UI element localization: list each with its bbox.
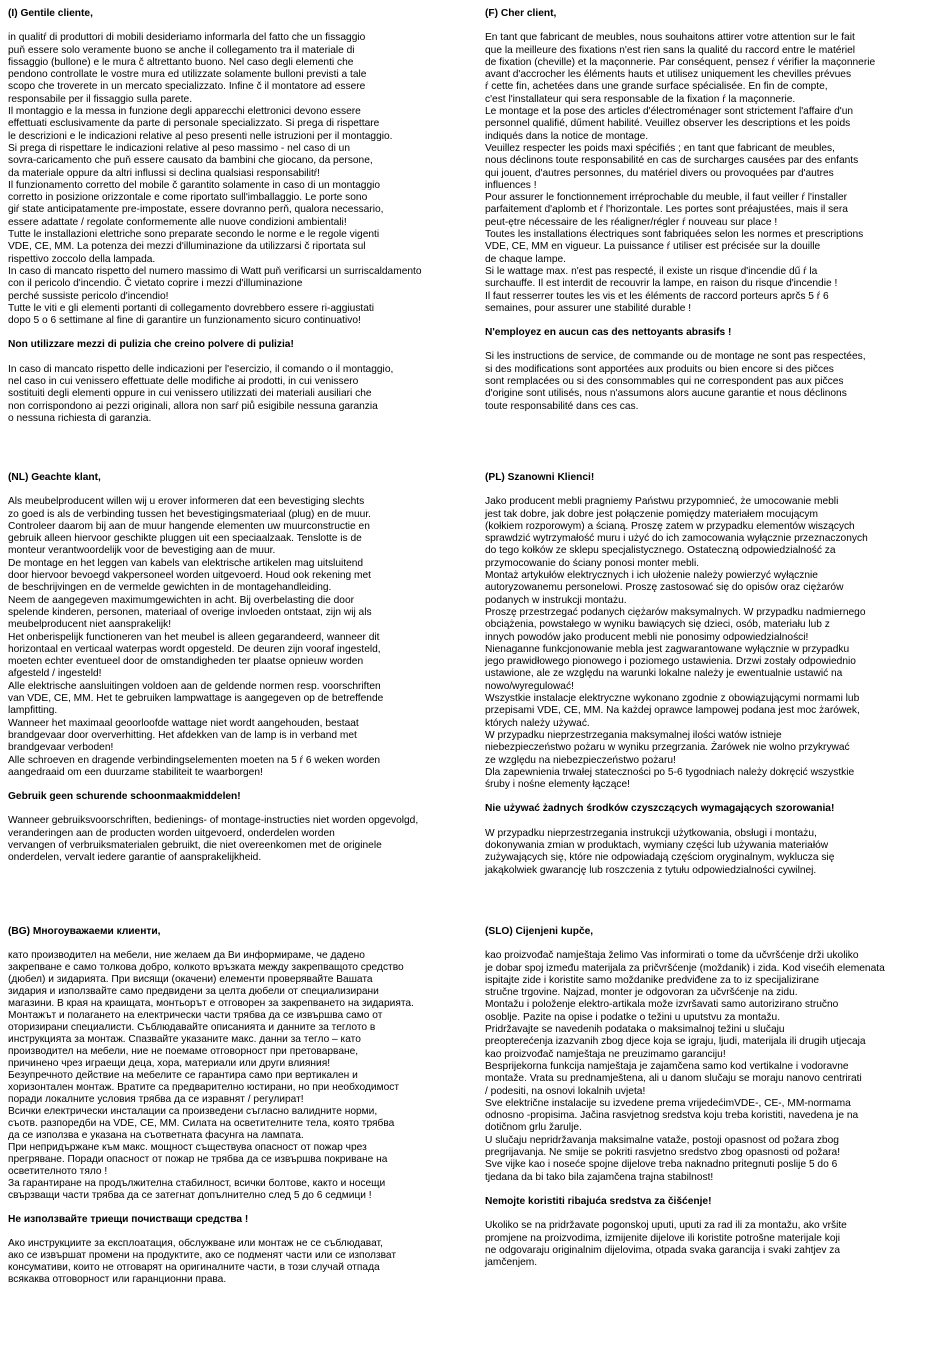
section-italian bbox=[8, 8, 476, 425]
text-line: brandgevaar verboden! bbox=[8, 742, 114, 754]
text-line: Pridržavajte se navedenih podataka o maksimalnoj težini u slučaju bbox=[485, 1024, 785, 1036]
text-line: jamčenjem. bbox=[485, 1257, 538, 1269]
text-line: których należy używać. bbox=[485, 717, 590, 729]
section-body bbox=[485, 950, 945, 1184]
text-line: de beschrijvingen en de vermelde gewichten in de montagehandleiding. bbox=[8, 582, 332, 594]
text-line: De montage en het leggen van kabels van elektrische artikelen mag uitsluitend bbox=[8, 557, 364, 569]
text-line: като производител на мебели, ние желаем да Ви информираме, че дадено bbox=[8, 950, 365, 961]
text-line: Het onberispelijk functioneren van het meubel is alleen gegarandeerd, wanneer dit bbox=[8, 631, 380, 643]
text-line: ze względu na niebezpieczeństwo pożaru! bbox=[485, 754, 676, 766]
text-line: odnosno -propisima. Jačina rasvjetnog sredstva koju treba koristiti, navedena je na bbox=[485, 1110, 859, 1122]
section-bulgarian bbox=[8, 926, 476, 1286]
text-line: do tego kołków ze sklepu specjalistycznego. Ostateczną odpowiedzialność za bbox=[485, 545, 836, 557]
text-line: Tutte le viti e gli elementi portanti di collegamento dovrebbero essere ri-aggiustati bbox=[8, 302, 374, 314]
text-line: Montaż artykułów elektrycznych i ich ułożenie należy powierzyć wyłącznie bbox=[485, 570, 818, 582]
text-line: При непридържане към макс. мощност съществува опасност от пожар чрез bbox=[8, 1142, 367, 1153]
text-line: przymocowanie do ściany ponosi monter mebli. bbox=[485, 557, 700, 569]
text-line: scopo che troverete in un mercato specializzato. Infine č il montatore ad essere bbox=[8, 81, 366, 93]
text-line: promjene na proizvodima, izmijenite dijelove ili koristite potrošne materijale koji bbox=[485, 1232, 841, 1244]
section-body bbox=[8, 496, 476, 779]
text-line: ако се извършат промени на продуктите, ако се подменят части или се използват bbox=[8, 1250, 397, 1261]
text-line: van VDE, CE, MM. Het te gebruiken lampwattage is aangegeven op de betreffende bbox=[8, 693, 384, 705]
text-line: Всички електрически инсталации са произведени съгласно валидните норми, bbox=[8, 1106, 378, 1117]
text-line: indiqués dans la notice de montage. bbox=[485, 130, 649, 142]
section-body bbox=[485, 496, 945, 791]
text-line: sprawdzić wytrzymałość muru i użyć do ich zamocowania wyłącznie przeznaczonych bbox=[485, 533, 868, 545]
text-line: Toutes les installations électriques sont fabriquées selon les normes et prescriptions bbox=[485, 229, 864, 241]
text-line: sont remplacées ou si des consommables qui ne correspondent pas aux pičces bbox=[485, 376, 844, 388]
text-line: прегряване. Поради опасност от пожар не трябва да се извършва покриване на bbox=[8, 1154, 388, 1165]
text-line: aangedraaid om een duurzame stabiliteit te waarborgen! bbox=[8, 766, 263, 778]
text-line: qui jouent, d'autres personnes, du matériel divers ou provoquées par d'autres bbox=[485, 167, 834, 179]
text-line: osoblje. Pazite na opise i podatke o težini u uputstvu za montažu. bbox=[485, 1011, 781, 1023]
text-line: zo goed is als de verbinding tussen het bevestigingsmateriaal (plug) en de muur. bbox=[8, 508, 372, 520]
text-line: Il montaggio e la messa in funzione degli apparecchi elettronici devono essere bbox=[8, 106, 361, 118]
text-line: Ако инструкциите за експлоатация, обслужване или монтаж не се съблюдават, bbox=[8, 1238, 383, 1249]
text-line: / podesiti, na osnovi lokalnih uvjeta! bbox=[485, 1085, 646, 1097]
text-line: W przypadku nieprzestrzegania maksymalnej ilości watów istnieje bbox=[485, 729, 782, 741]
section-warning: Gebruik geen schurende schoonmaakmiddelen! bbox=[8, 791, 241, 803]
text-line: influences ! bbox=[485, 179, 537, 191]
text-line: de chaque lampe. bbox=[485, 253, 566, 265]
text-line: effettuati esclusivamente da parte di personale specializzato. Si prega di rispettare bbox=[8, 118, 380, 130]
text-line: corretto in posizione orizzontale e come riportato sull'imballaggio. Le porte sono bbox=[8, 192, 368, 204]
text-line: sostituiti degli elementi oppure in cui venissero utilizzati dei materiali ausiliari che bbox=[8, 388, 372, 400]
section-polish bbox=[485, 472, 945, 877]
text-line: Безупречното действие на мебелите се гарантира само при вертикален и bbox=[8, 1070, 358, 1081]
text-line: horizontaal en verticaal waterpas wordt opgesteld. De deuren zijn vooraf ingesteld, bbox=[8, 643, 381, 655]
text-line: vervangen of verbruiksmaterialen gebruikt, die niet overeenkomen met de originele bbox=[8, 840, 382, 852]
text-line: con il pericolo d'incendio. Č vietato coprire i mezzi d'illuminazione bbox=[8, 278, 303, 290]
text-line: surchauffe. Il est interdit de recouvrir la lampe, en raison du risque d'incendie ! bbox=[485, 278, 838, 290]
text-line: meubelproducent niet aansprakelijk! bbox=[8, 619, 172, 631]
text-line: Si le wattage max. n'est pas respecté, il existe un risque d'incendie dű ŕ la bbox=[485, 265, 818, 277]
text-line: que la meilleure des fixations n'est rien sans la qualité du raccord entre le matériel bbox=[485, 44, 856, 56]
text-line: консумативи, които не отговарят на оригиналните части, в този случай отпада bbox=[8, 1262, 380, 1273]
section-title: (PL) Szanowni Klienci! bbox=[485, 472, 595, 483]
section-dutch bbox=[8, 472, 476, 865]
text-line: door hiervoor bevoegd vakpersoneel worden uitgevoerd. Houd ook rekening met bbox=[8, 570, 372, 582]
text-line: niebezpieczeństwo pożaru w wyniku przegrzania. Żarówek nie wolno przykrywać bbox=[485, 742, 850, 754]
text-line: Sve električne instalacije su izvedene prema vrijedećimVDE-, CE-, MM-normama bbox=[485, 1097, 851, 1109]
text-line: afgesteld / ingesteld! bbox=[8, 668, 102, 680]
section-title: (SLO) Cijenjeni kupče, bbox=[485, 926, 594, 937]
text-line: Монтажът и полагането на електрически части трябва да се извършва само от bbox=[8, 1010, 383, 1021]
text-line: Controleer daarom bij aan de muur hangende elementen uw muurconstructie en bbox=[8, 520, 370, 532]
text-line: Il faut resserrer toutes les vis et les éléments de raccord porteurs aprčs 5 ŕ 6 bbox=[485, 290, 829, 302]
section-disclaimer bbox=[8, 815, 476, 864]
section-title: (BG) Многоуважаеми клиенти, bbox=[8, 926, 161, 937]
text-line: jest tak dobre, jak dobre jest połączenie pomiędzy materiałem mocującym bbox=[485, 508, 818, 520]
text-line: essere adattate / regolate conformemente alle nuove condizioni ambientali! bbox=[8, 216, 347, 228]
text-line: fissaggio (bullone) e le mura č altrettanto buono. Nel caso degli elementi che bbox=[8, 56, 354, 68]
text-line: осветителното тяло ! bbox=[8, 1166, 108, 1177]
text-line: sovra-caricamento che puň essere causato da bambini che giocano, da persone, bbox=[8, 155, 373, 167]
text-line: инструкцията за монтаж. Спазвайте указаните макс. данни за тегло – като bbox=[8, 1034, 361, 1045]
text-line: ne odgovaraju originalnim dijelovima, otpada svaka garancija i svaki zahtjev za bbox=[485, 1244, 841, 1256]
text-line: je dobar spoj između materijala za pričvršćenje (moždanik) i zida. Kod visećih elemenata bbox=[485, 962, 885, 974]
text-line: всякаква отговорност или гаранционни права. bbox=[8, 1274, 227, 1285]
section-warning: Non utilizzare mezzi di pulizia che creino polvere di pulizia! bbox=[8, 339, 294, 351]
text-line: monteur verantwoordelijk voor de bevestiging aan de muur. bbox=[8, 545, 276, 557]
text-line: dokonywania zmian w produktach, wymiany części lub używania materiałów bbox=[485, 840, 829, 852]
text-line: Neem de aangegeven maximumgewichten in acht. Bij overbelasting die door bbox=[8, 594, 355, 606]
text-line: autoryzowanemu personelowi. Proszę zastosować się do opisów oraz ciężarów bbox=[485, 582, 844, 594]
text-line: d'origine sont utilisés, nous n'assumons alors aucune garantie et nous déclinons bbox=[485, 388, 847, 400]
text-line: jego prawidłowego pionowego i poziomego ustawienia. Drzwi zostały odpowiednio bbox=[485, 656, 856, 668]
text-line: Le montage et la pose des articles d'électroménager sont strictement l'affaire d'un bbox=[485, 106, 854, 118]
text-line: preopterećenja izazvanih zbog djece koja se igraju, ljudi, materijala ili drugih utjecaja bbox=[485, 1036, 866, 1048]
section-disclaimer bbox=[485, 828, 945, 877]
text-line: gebruik alleen hiervoor geschikte pluggen uit een speciaalzaak. Tenslotte is de bbox=[8, 533, 362, 545]
text-line: montaže. Vrata su prednamještena, ali u danom slučaju se moraju nanovo centrirati bbox=[485, 1073, 862, 1085]
section-warning: Nie używać żadnych środków czyszczących wymagających szorowania! bbox=[485, 803, 835, 815]
text-line: Veuillez respecter les poids maxi spécifiés ; en tant que fabricant de meubles, bbox=[485, 142, 835, 154]
text-line: Si prega di rispettare le indicazioni relative al peso massimo - nel caso di un bbox=[8, 142, 351, 154]
text-line: c'est l'installateur qui sera responsable de la fixation ŕ la maçonnerie. bbox=[485, 93, 796, 105]
text-line: ispitajte zide i koristite samo moždanike predviđene za to iz specijalizirane bbox=[485, 974, 820, 986]
text-line: perché sussiste pericolo d'incendio! bbox=[8, 290, 169, 302]
section-disclaimer bbox=[8, 364, 476, 425]
text-line: Alle elektrische aansluitingen voldoen aan de geldende normen resp. voorschriften bbox=[8, 680, 381, 692]
text-line: innych powodów jako producent mebli nie ponosimy odpowiedzialności! bbox=[485, 631, 809, 643]
text-line: Montažu i položenje elektro-artikala može izvršavati samo autorizirano stručno bbox=[485, 999, 839, 1011]
text-line: przepisami VDE, CE, MM. Na każdej oprawce lampowej podana jest moc żarówek, bbox=[485, 705, 860, 717]
text-line: parfaitement d'aplomb et ŕ l'horizontale. Les portes sont préajustées, mais il sera bbox=[485, 204, 848, 216]
text-line: puň essere solo veramente buono se anche il collegamento tra il materiale di bbox=[8, 44, 355, 56]
section-warning: Не използвайте триещи почистващи средства ! bbox=[8, 1214, 249, 1225]
text-line: VDE, CE, MM en vigueur. La puissance ŕ utiliser est précisée sur la douille bbox=[485, 241, 821, 253]
text-line: o nessuna richiesta di garanzia. bbox=[8, 412, 152, 424]
section-body bbox=[8, 32, 476, 327]
text-line: En tant que fabricant de meubles, nous souhaitons attirer votre attention sur le fait bbox=[485, 32, 855, 44]
text-line: Ukoliko se na pridržavate pogonskoj uputi, uputi za rad ili za montažu, ako vršite bbox=[485, 1220, 847, 1232]
text-line: Nienaganne funkcjonowanie mebla jest zagwarantowane wyłącznie w przypadku bbox=[485, 643, 850, 655]
text-line: responsabile per il fissaggio sulla parete. bbox=[8, 93, 193, 105]
text-line: da materiale oppure da altri influssi si declina qualsiasi responsabilitŕ! bbox=[8, 167, 321, 179]
text-line: tjedana da bi tako bila zajamčena trajna stabilnost! bbox=[485, 1171, 714, 1183]
text-line: kao proizvođač namještaja želimo Vas informirati o tome da učvršćenje drži ukoliko bbox=[485, 950, 859, 962]
text-line: хоризонтален монтаж. Вратите са предварително юстирани, но при необходимост bbox=[8, 1082, 400, 1093]
text-line: Als meubelproducent willen wij u erover informeren dat een bevestiging slechts bbox=[8, 496, 365, 508]
text-line: причинено чрез играещи деца, хора, материали или други влияния! bbox=[8, 1058, 331, 1069]
text-line: nowo/wyregulować! bbox=[485, 680, 574, 692]
text-line: nel caso in cui venissero effettuate delle modifiche ai prodotti, in cui venissero bbox=[8, 376, 359, 388]
text-line: Pour assurer le fonctionnement irréprochable du meuble, il faut veiller ŕ l'installer bbox=[485, 192, 848, 204]
text-line: За гарантиране на продължителна стабилност, всички болтове, както и носещи bbox=[8, 1178, 386, 1189]
section-warning: N'employez en aucun cas des nettoyants abrasifs ! bbox=[485, 327, 732, 339]
text-line: si des modifications sont apportées aux produits ou bien encore si des pičces bbox=[485, 363, 834, 375]
text-line: stručne trgovine. Najzad, monter je odgovoran za učvršćenje na zidu. bbox=[485, 987, 798, 999]
section-title: (I) Gentile cliente, bbox=[8, 8, 93, 19]
text-line: U slučaju nepridržavanja maksimalne vataže, postoji opasnost od požara zbog bbox=[485, 1134, 839, 1146]
text-line: Besprijekorna funkcija namještaja je zajamčena samo kod vertikalne i vodoravne bbox=[485, 1060, 849, 1072]
text-line: ustawione, ale ze względu na warunki lokalne należy je ewentualnie ustawić na bbox=[485, 668, 843, 680]
text-line: dopo 5 o 6 settimane al fine di garantire un funzionamento sicuro continuativo! bbox=[8, 315, 361, 327]
text-line: podanych w instrukcji montażu. bbox=[485, 594, 627, 606]
text-line: dotičnom grlu žarulje. bbox=[485, 1122, 582, 1134]
section-title: (NL) Geachte klant, bbox=[8, 472, 101, 483]
text-line: съотв. разпоредби на VDE, CE, MM. Силата на осветителните тела, която трябва bbox=[8, 1118, 395, 1129]
text-line: in qualitŕ di produttori di mobili desideriamo informarla del fatto che un fissaggio bbox=[8, 32, 366, 44]
text-line: zużywających się, które nie odpowiadają częściom oryginalnym, wyklucza się bbox=[485, 852, 835, 864]
section-disclaimer bbox=[485, 351, 945, 412]
text-line: pendono controllate le vostre mura ed utilizzate solamente bulloni previsti a tale bbox=[8, 69, 367, 81]
text-line: kao proizvođač namještaja ne preuzimamo garanciju! bbox=[485, 1048, 726, 1060]
section-disclaimer bbox=[485, 1220, 945, 1269]
text-line: le descrizioni e le indicazioni relative al peso presenti nelle istruzioni per il montaggio. bbox=[8, 130, 393, 142]
text-line: Sve vijke kao i noseće spojne dijelove treba naknadno pritegnuti poslije 5 do 6 bbox=[485, 1159, 838, 1171]
text-line: Wanneer gebruiksvoorschriften, bedienings- of montage-instructies niet worden opgevolgd, bbox=[8, 815, 419, 827]
text-line: поради локалните условия трябва да се изравнят / регулират! bbox=[8, 1094, 304, 1105]
text-line: brandgevaar door oververhitting. Het afdekken van de lamp is in verband met bbox=[8, 729, 357, 741]
section-slovenian bbox=[485, 926, 945, 1269]
text-line: obciążenia, powstałego w wyniku bawiących się dzieci, osób, materiału lub z bbox=[485, 619, 830, 631]
text-line: закрепване е само толкова добро, колкото връзката между закрепващото средство bbox=[8, 962, 404, 973]
text-line: Tutte le installazioni elettriche sono preparate secondo le norme e le regole vigenti bbox=[8, 229, 380, 241]
text-line: pregrijavanja. Ne smije se pokriti rasvjetno sredstvo zbog opasnosti od požara! bbox=[485, 1147, 841, 1159]
text-line: Proszę przestrzegać podanych ciężarów maksymalnych. W przypadku nadmiernego bbox=[485, 606, 866, 618]
section-disclaimer bbox=[8, 1238, 476, 1286]
text-line: moeten echter eventueel door de omstandigheden ter plaatse opnieuw worden bbox=[8, 656, 364, 668]
text-line: toute responsabilité dans ces cas. bbox=[485, 400, 639, 412]
text-line: Si les instructions de service, de commande ou de montage ne sont pas respectées, bbox=[485, 351, 866, 363]
text-line: (kołkiem rozporowym) a ścianą. Proszę zatem w przypadku elementów wiszących bbox=[485, 520, 855, 532]
text-line: semaines, pour assurer une stabilité durable ! bbox=[485, 302, 692, 314]
text-line: giŕ state anticipatamente pre-impostate, essere dovranno perň, qualora necessario, bbox=[8, 204, 384, 216]
section-title: (F) Cher client, bbox=[485, 8, 557, 19]
text-line: jakąkolwiek gwarancję lub roszczenia z tytułu odpowiedzialności cywilnej. bbox=[485, 864, 817, 876]
text-line: rispettivo zoccolo della lampada. bbox=[8, 253, 156, 265]
text-line: spelende kinderen, personen, materiaal of overige invloeden ontstaat, zijn wij als bbox=[8, 606, 372, 618]
text-line: onderdelen, vervalt iedere garantie of aansprakelijkheid. bbox=[8, 852, 262, 864]
text-line: Wszystkie instalacje elektryczne wykonano zgodnie z obowiązującymi normami lub bbox=[485, 693, 860, 705]
text-line: зидария и използвайте само предвидени за целта дюбели от специализирани bbox=[8, 986, 379, 997]
text-line: non corrispondono ai pezzi originali, allora non sarŕ piů esigibile nessuna garanzia bbox=[8, 400, 378, 412]
section-body bbox=[485, 32, 945, 315]
text-line: Jako producent mebli pragniemy Państwu przypomnieć, że umocowanie mebli bbox=[485, 496, 839, 508]
text-line: Il funzionamento corretto del mobile č garantito solamente in caso di un montaggio bbox=[8, 179, 381, 191]
section-body bbox=[8, 950, 476, 1202]
text-line: peut-ętre nécessaire de les réaligner/régler ŕ nouveau sur place ! bbox=[485, 216, 778, 228]
text-line: (дюбел) и зидарията. При висящи (окачени) елементи проверявайте Вашата bbox=[8, 974, 373, 985]
text-line: Dla zapewnienia trwałej stateczności po 5-6 tygodniach należy dokręcić wszystkie bbox=[485, 766, 855, 778]
text-line: Alle schroeven en dragende verbindingselementen moeten na 5 ŕ 6 weken worden bbox=[8, 754, 381, 766]
text-line: avant d'accrocher les éléments hauts et utilisez uniquement les chevilles prévues bbox=[485, 69, 852, 81]
text-line: свързващи части трябва да се затегнат допълнително след 5 до 6 седмици ! bbox=[8, 1190, 372, 1201]
text-line: In caso di mancato rispetto delle indicazioni per l'esercizio, il comando o il montaggio, bbox=[8, 363, 394, 375]
text-line: lampfitting. bbox=[8, 705, 58, 717]
text-line: VDE, CE, MM. La potenza dei mezzi d'illuminazione da utilizzarsi č riportata sul bbox=[8, 241, 366, 253]
text-line: In caso di mancato rispetto del numero massimo di Watt puň verificarsi un surriscaldamento bbox=[8, 265, 422, 277]
text-line: W przypadku nieprzestrzegania instrukcji użytkowania, obsługi i montażu, bbox=[485, 827, 817, 839]
text-line: Wanneer het maximaal geoorloofde wattage niet wordt aangehouden, bestaat bbox=[8, 717, 359, 729]
text-line: да се използва е указана на съответната фасунга на лампата. bbox=[8, 1130, 304, 1141]
text-line: ŕ cette fin, achetées dans une grande surface spécialisée. En fin de compte, bbox=[485, 81, 828, 93]
text-line: оторизирани специалисти. Съблюдавайте описанията и данните за теглото в bbox=[8, 1022, 376, 1033]
text-line: магазини. В края на краищата, монтьорът е отговорен за закрепването на зидарията. bbox=[8, 998, 414, 1009]
text-line: nous déclinons toute responsabilité en cas de surcharges causées par des enfants bbox=[485, 155, 859, 167]
section-french bbox=[485, 8, 945, 413]
text-line: śruby i nośne elementy łączące! bbox=[485, 779, 630, 791]
section-warning: Nemojte koristiti ribajuća sredstva za čišćenje! bbox=[485, 1195, 712, 1207]
text-line: veranderingen aan de producten worden uitgevoerd, onderdelen worden bbox=[8, 827, 335, 839]
text-line: производител на мебели, ние не поемаме отговорност при претоварване, bbox=[8, 1046, 359, 1057]
text-line: personnel qualifié, dűment habilité. Veuillez observer les descriptions et les poids bbox=[485, 118, 851, 130]
text-line: de fixation (cheville) et la maçonnerie. Par conséquent, pensez ŕ vérifier la maçonnerie bbox=[485, 56, 876, 68]
